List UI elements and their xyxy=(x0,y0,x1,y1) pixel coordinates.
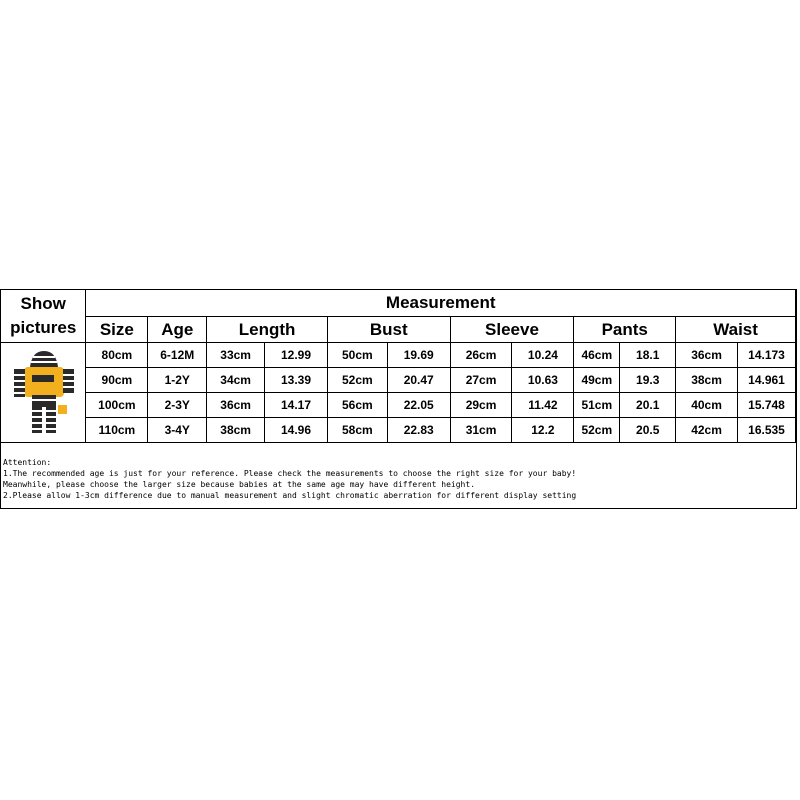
header-bust: Bust xyxy=(327,317,450,343)
cell: 42cm xyxy=(676,418,738,443)
cell: 50cm xyxy=(327,343,387,368)
product-image xyxy=(8,345,78,437)
cell: 36cm xyxy=(676,343,738,368)
cell: 51cm xyxy=(574,393,620,418)
note-line: 1.The recommended age is just for your reference. Please check the measurements to choose the right size for your baby! xyxy=(3,469,577,478)
note-line: 2.Please allow 1-3cm difference due to manual measurement and slight chromatic aberration for different display setting xyxy=(3,491,577,500)
cell: 12.99 xyxy=(265,343,328,368)
cell: 100cm xyxy=(86,393,148,418)
cell: 1-2Y xyxy=(148,368,207,393)
cell: 22.83 xyxy=(387,418,450,443)
cell: 49cm xyxy=(574,368,620,393)
show-label: Show xyxy=(20,294,66,313)
show-pictures-header xyxy=(1,290,86,343)
cell: 36cm xyxy=(207,393,265,418)
cell: 40cm xyxy=(676,393,738,418)
cell: 13.39 xyxy=(265,368,328,393)
table-row xyxy=(1,418,796,443)
cell: 110cm xyxy=(86,418,148,443)
table-row xyxy=(1,368,796,393)
table-row xyxy=(1,343,796,368)
header-pants: Pants xyxy=(574,317,676,343)
notes-title: Attention: xyxy=(3,458,52,467)
cell: 11.42 xyxy=(512,393,574,418)
cell: 15.748 xyxy=(737,393,795,418)
cell: 80cm xyxy=(86,343,148,368)
size-table xyxy=(1,290,796,443)
table-row xyxy=(1,393,796,418)
measurement-header: Measurement xyxy=(86,290,796,317)
cell: 18.1 xyxy=(620,343,676,368)
cell: 14.961 xyxy=(737,368,795,393)
cell: 14.96 xyxy=(265,418,328,443)
cell: 26cm xyxy=(450,343,512,368)
cell: 10.24 xyxy=(512,343,574,368)
cell: 20.5 xyxy=(620,418,676,443)
cell: 29cm xyxy=(450,393,512,418)
size-chart xyxy=(0,289,797,509)
cell: 90cm xyxy=(86,368,148,393)
cell: 56cm xyxy=(327,393,387,418)
cell: 20.47 xyxy=(387,368,450,393)
attention-notes xyxy=(3,457,576,501)
cell: 2-3Y xyxy=(148,393,207,418)
cell: 19.3 xyxy=(620,368,676,393)
header-age: Age xyxy=(148,317,207,343)
header-sleeve: Sleeve xyxy=(450,317,574,343)
cell: 31cm xyxy=(450,418,512,443)
cell: 6-12M xyxy=(148,343,207,368)
header-size: Size xyxy=(86,317,148,343)
product-picture-cell xyxy=(1,343,86,443)
cell: 33cm xyxy=(207,343,265,368)
pictures-label: pictures xyxy=(10,318,77,337)
cell: 34cm xyxy=(207,368,265,393)
note-line: Meanwhile, please choose the larger size because babies at the same age may have different height. xyxy=(3,480,476,489)
cell: 22.05 xyxy=(387,393,450,418)
cell: 58cm xyxy=(327,418,387,443)
cell: 16.535 xyxy=(737,418,795,443)
cell: 3-4Y xyxy=(148,418,207,443)
cell: 10.63 xyxy=(512,368,574,393)
cell: 27cm xyxy=(450,368,512,393)
cell: 12.2 xyxy=(512,418,574,443)
cell: 19.69 xyxy=(387,343,450,368)
cell: 52cm xyxy=(574,418,620,443)
cell: 38cm xyxy=(676,368,738,393)
header-waist: Waist xyxy=(676,317,796,343)
cell: 14.173 xyxy=(737,343,795,368)
cell: 46cm xyxy=(574,343,620,368)
cell: 14.17 xyxy=(265,393,328,418)
cell: 20.1 xyxy=(620,393,676,418)
cell: 38cm xyxy=(207,418,265,443)
header-length: Length xyxy=(207,317,328,343)
cell: 52cm xyxy=(327,368,387,393)
